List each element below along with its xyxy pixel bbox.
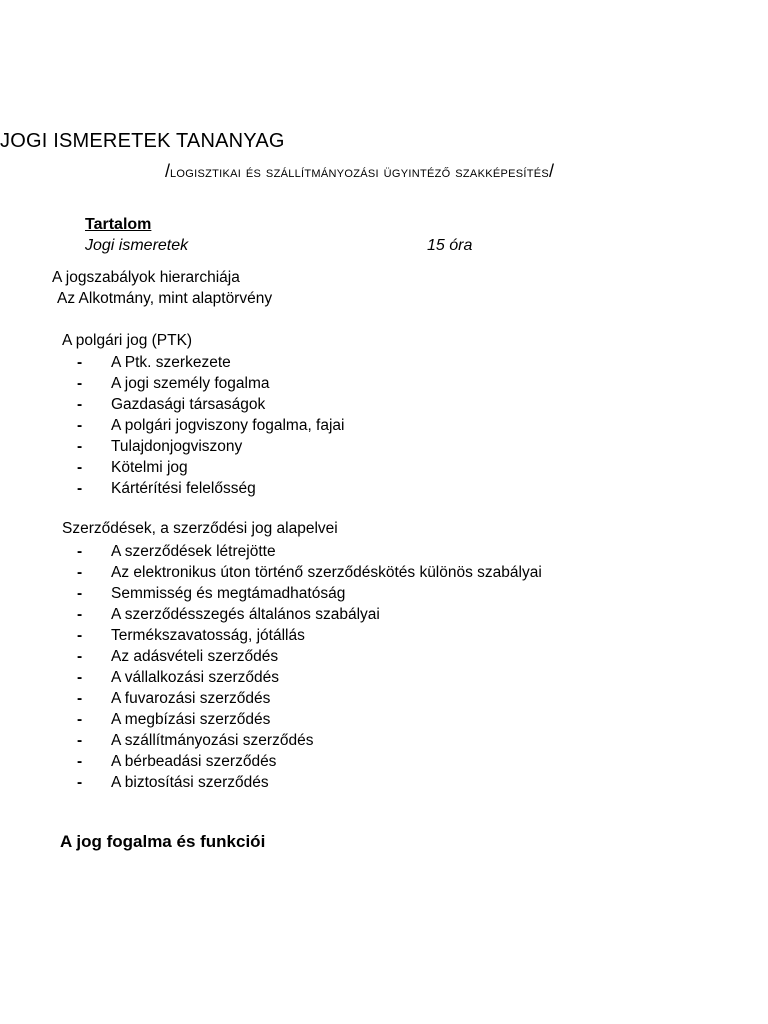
- document-title: JOGI ISMERETEK TANANYAG: [0, 130, 285, 152]
- list-item-text: A megbízási szerződés: [111, 711, 271, 728]
- list-item-text: A szerződések létrejötte: [111, 543, 276, 560]
- list-item-text: Semmisség és megtámadhatóság: [111, 585, 346, 602]
- list-item-text: A fuvarozási szerződés: [111, 690, 271, 707]
- list-item-text: A bérbeadási szerződés: [111, 753, 277, 770]
- list-bullet: -: [77, 417, 83, 434]
- list-bullet: -: [77, 774, 83, 791]
- list-item-text: Gazdasági társaságok: [111, 396, 266, 413]
- toc-item-label: Jogi ismeretek: [85, 237, 189, 254]
- section-heading: A jog fogalma és funkciói: [60, 832, 266, 851]
- list-item-text: A polgári jogviszony fogalma, fajai: [111, 417, 345, 434]
- list-item-text: A Ptk. szerkezete: [111, 354, 231, 371]
- list-bullet: -: [77, 690, 83, 707]
- list-bullet: -: [77, 438, 83, 455]
- list-bullet: -: [77, 543, 83, 560]
- list-bullet: -: [77, 459, 83, 476]
- subtitle-text: logisztikai és szállítmányozási ügyintéző szakképesítés: [170, 164, 550, 181]
- list-item-text: Tulajdonjogviszony: [111, 438, 243, 455]
- list-bullet: -: [77, 354, 83, 371]
- toc-item-hours: 15 óra: [427, 237, 473, 254]
- toc-heading: Tartalom: [85, 216, 152, 233]
- list-bullet: -: [77, 669, 83, 686]
- list-bullet: -: [77, 585, 83, 602]
- subtitle-open-slash: /: [165, 161, 171, 181]
- document-subtitle: [165, 161, 554, 182]
- list-item-text: Kötelmi jog: [111, 459, 188, 476]
- list-bullet: -: [77, 732, 83, 749]
- list-item-text: Termékszavatosság, jótállás: [111, 627, 305, 644]
- list-bullet: -: [77, 627, 83, 644]
- list-bullet: -: [77, 606, 83, 623]
- list-bullet: -: [77, 648, 83, 665]
- list-item-text: A vállalkozási szerződés: [111, 669, 279, 686]
- list-item-text: Az adásvételi szerződés: [111, 648, 279, 665]
- list-item-text: A jogi személy fogalma: [111, 375, 270, 392]
- list-bullet: -: [77, 564, 83, 581]
- intro-line-constitution: Az Alkotmány, mint alaptörvény: [57, 290, 273, 307]
- list-bullet: -: [77, 375, 83, 392]
- civil-law-heading: A polgári jog (PTK): [62, 332, 193, 349]
- list-item-text: A szerződésszegés általános szabályai: [111, 606, 380, 623]
- subtitle-close-slash: /: [549, 161, 555, 181]
- list-bullet: -: [77, 396, 83, 413]
- list-item-text: Az elektronikus úton történő szerződéskötés különös szabályai: [111, 564, 542, 581]
- intro-line-hierarchy: A jogszabályok hierarchiája: [52, 269, 240, 286]
- contracts-heading: Szerződések, a szerződési jog alapelvei: [62, 520, 338, 537]
- list-item-text: A biztosítási szerződés: [111, 774, 269, 791]
- list-bullet: -: [77, 753, 83, 770]
- list-bullet: -: [77, 480, 83, 497]
- list-item-text: Kártérítési felelősség: [111, 480, 256, 497]
- list-item-text: A szállítmányozási szerződés: [111, 732, 314, 749]
- list-bullet: -: [77, 711, 83, 728]
